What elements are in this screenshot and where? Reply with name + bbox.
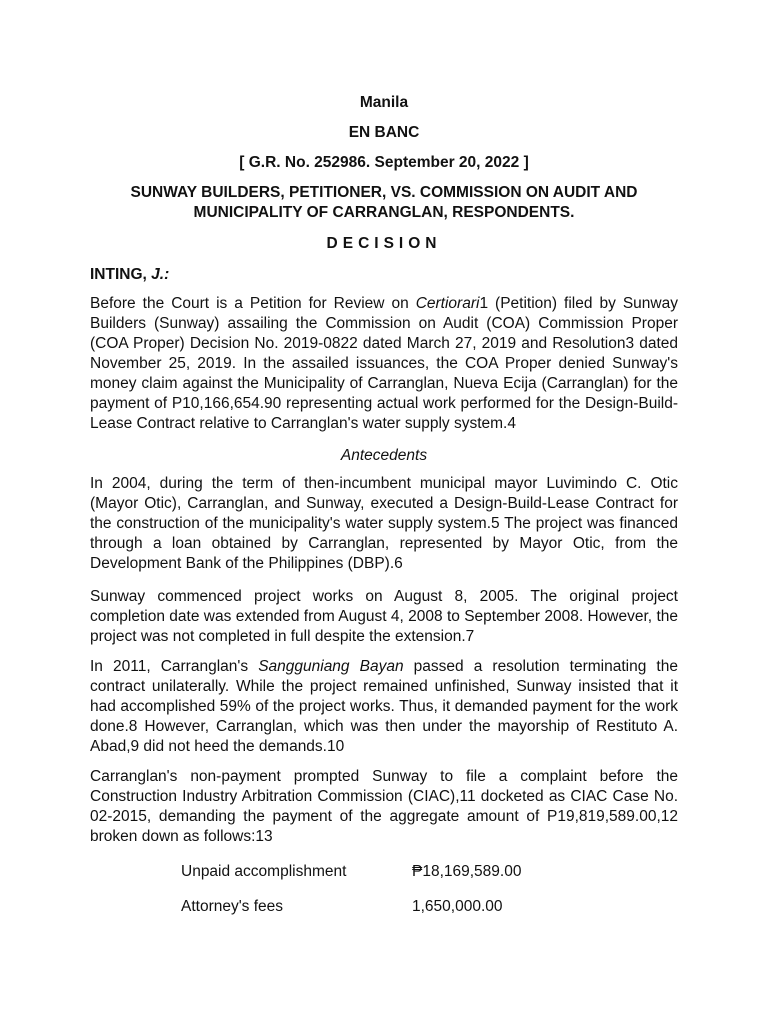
decision-title: DECISION [326, 235, 442, 252]
paragraph-petition [90, 294, 678, 434]
ponente [90, 265, 169, 285]
antecedents-heading: Antecedents [340, 447, 428, 464]
breakdown-row [181, 897, 601, 917]
paragraph-complaint: Carranglan's non-payment prompted Sunway to file a complaint before the Construction Industry Arbitration Commission (CIAC),11 docketed as CIAC Case No. 02-2015, demanding the payment of the aggregate amount of P19,819,589.00,12 broken down as follows:13 [90, 768, 678, 845]
paragraph-petition-emphasis: Certiorari [415, 295, 480, 312]
paragraph-termination-emphasis: Sangguniang Bayan [258, 658, 404, 675]
ponente-name: INTING, [90, 266, 152, 283]
paragraph-contract: In 2004, during the term of then-incumbent municipal mayor Luvimindo C. Otic (Mayor Otic), Carranglan, and Sunway, executed a Design-Build-Lease Contract for the construction of the municipality's water supply system.5 The project was financed through a loan obtained by Carranglan, represented by Mayor Otic, from the Development Bank of the Philippines (DBP).6 [90, 475, 678, 572]
breakdown-label: Attorney's fees [181, 898, 284, 915]
paragraph-project-works: Sunway commenced project works on August 8, 2005. The original project completion date was extended from August 4, 2008 to September 2008. However, the project was not completed in full despite the extension.7 [90, 588, 678, 645]
court-heading: EN BANC [348, 124, 420, 141]
breakdown-amount: 1,650,000.00 [412, 898, 503, 915]
paragraph-termination [90, 657, 678, 757]
paragraph-termination-text-b: passed a resolution terminating the contract unilaterally. While the project remained unfinished, Sunway insisted that it had accomplished 59% of the project works. Thus, it demanded payment for the work done.8 However, Carranglan, which was then under the mayorship of Restituto A. Abad,9 did not heed the demands.10 [90, 658, 678, 755]
paragraph-petition-text-b: 1 (Petition) filed by Sunway Builders (Sunway) assailing the Commission on Audit (COA) Commission Proper (COA Proper) Decision No. 2019-0822 dated March 27, 2019 and Resolution3 dated November 25, 2019. In the assailed issuances, the COA Proper denied Sunway's money claim against the Municipality of Carranglan, Nueva Ecija (Carranglan) for the payment of P10,166,654.90 representing actual work performed for the Design-Build-Lease Contract relative to Carranglan's water supply system.4 [90, 295, 678, 432]
case-number: [ G.R. No. 252986. September 20, 2022 ] [239, 154, 529, 171]
breakdown-row [181, 862, 601, 882]
breakdown-amount: ₱18,169,589.00 [412, 863, 522, 880]
place-heading: Manila [359, 94, 409, 111]
paragraph-petition-text-a: Before the Court is a Petition for Review on [90, 295, 416, 312]
ponente-title: J.: [151, 266, 170, 283]
breakdown-label: Unpaid accomplishment [181, 863, 347, 880]
case-parties: SUNWAY BUILDERS, PETITIONER, VS. COMMISSION ON AUDIT AND MUNICIPALITY OF CARRANGLAN, RESPONDENTS. [130, 184, 638, 221]
paragraph-termination-text-a: In 2011, Carranglan's [90, 658, 259, 675]
